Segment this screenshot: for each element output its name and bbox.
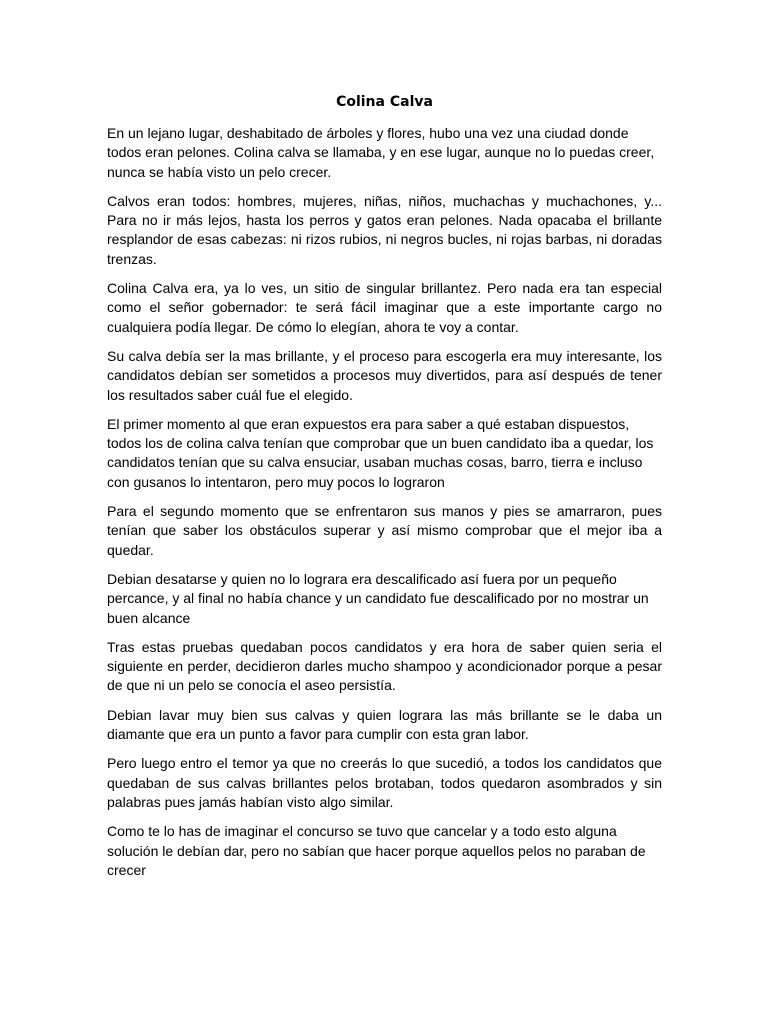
paragraph-5: El primer momento al que eran expuestos era para saber a qué estaban dispuestos, todos los de colina calva tenían que comprobar que un buen candidato iba a quedar, los candidatos tenían que su calva ensuciar, usaban muchas cosas, barro, tierra e incluso con gusanos lo intentaron, pero muy pocos lo lograron — [107, 415, 654, 490]
paragraph-1: En un lejano lugar, deshabitado de árboles y flores, hubo una vez una ciudad donde todos eran pelones. Colina calva se llamaba, y en ese lugar, aunque no lo puedas creer, nunca se había visto un pelo crecer. — [107, 125, 655, 180]
paragraph-2: Calvos eran todos: hombres, mujeres, niñas, niños, muchachas y muchachones, y... Para no ir más lejos, hasta los perros y gatos eran pelones. Nada opacaba el brillante resplandor de esas cabezas: ni rizos rubios, ni negros bucles, ni rojas barbas, ni doradas trenzas. — [107, 192, 662, 267]
document-page — [107, 93, 662, 890]
paragraph-7: Debian desatarse y quien no lo lograra era descalificado así fuera por un pequeño percance, y al final no había chance y un candidato fue descalificado por no mostrar un buen alcance — [107, 570, 649, 626]
paragraph-6: Para el segundo momento que se enfrentaron sus manos y pies se amarraron, pues tenían que saber los obstáculos superar y así mismo comprobar que el mejor iba a quedar. — [107, 503, 662, 558]
paragraph-3: Colina Calva era, ya lo ves, un sitio de singular brillantez. Pero nada era tan especial como el señor gobernador: te será fácil imaginar que a este importante cargo no cualquiera podía llegar. De cómo lo elegían, ahora te voy a contar. — [107, 280, 662, 335]
paragraph-10: Pero luego entro el temor ya que no creerás lo que sucedió, a todos los candidatos que quedaban de sus calvas brillantes pelos brotaban, todos quedaron asombrados y sin palabras pues jamás habían visto algo similar. — [107, 755, 662, 810]
paragraph-9: Debian lavar muy bien sus calvas y quien lograra las más brillante se le daba un diamante que era un punto a favor para cumplir con esta gran labor. — [107, 706, 662, 743]
paragraph-4: Su calva debía ser la mas brillante, y el proceso para escogerla era muy interesante, los candidatos debían ser sometidos a procesos muy divertidos, para así después de tener los resultados saber cuál fue el elegido. — [107, 347, 662, 403]
document-title: Colina Calva — [336, 94, 433, 110]
paragraph-11: Como te lo has de imaginar el concurso se tuvo que cancelar y a todo esto alguna solución le debían dar, pero no sabían que hacer porque aquellos pelos no paraban de crecer — [107, 823, 646, 878]
paragraph-8: Tras estas pruebas quedaban pocos candidatos y era hora de saber quien seria el siguiente en perder, decidieron darles mucho shampoo y acondicionador porque a pesar de que ni un pelo se conocía el aseo persistía. — [107, 638, 662, 694]
